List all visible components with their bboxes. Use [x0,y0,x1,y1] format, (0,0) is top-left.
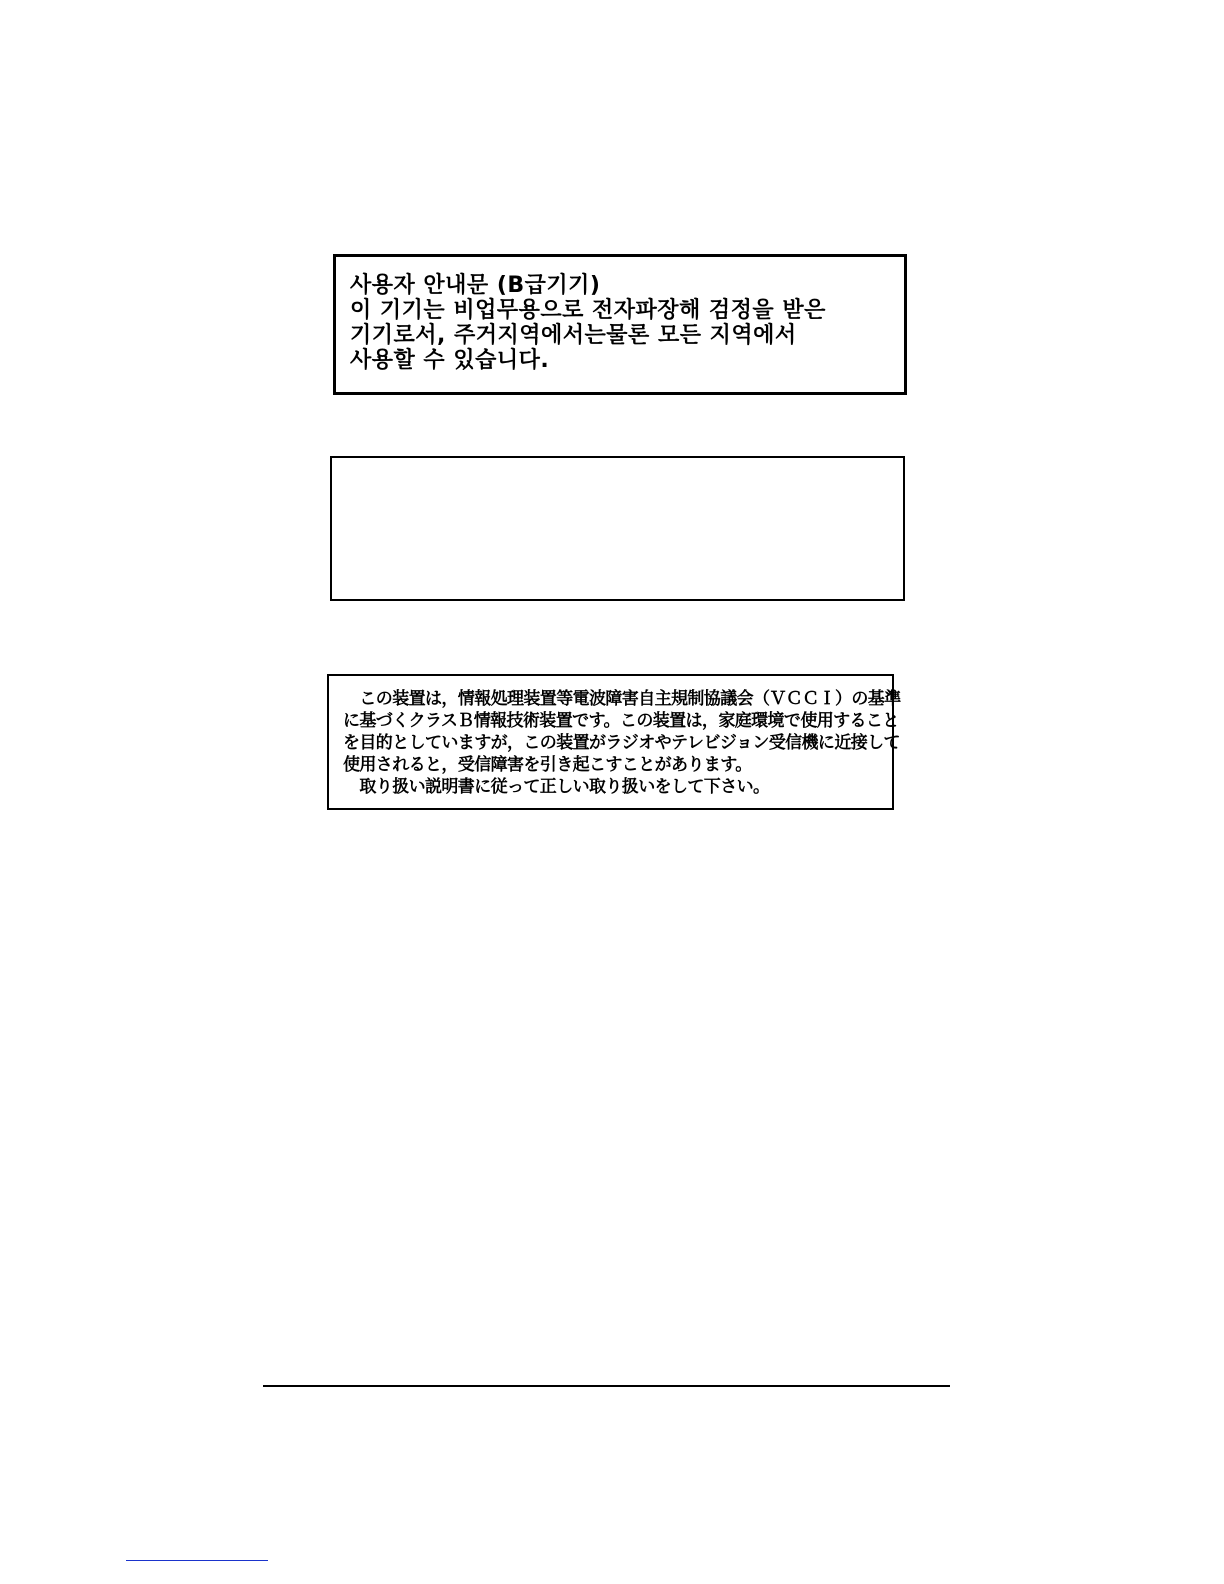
japanese-notice-line: に基づくクラスＢ情報技術装置です。この装置は，家庭環境で使用すること [343,711,899,731]
japanese-notice-line: 使用されると，受信障害を引き起こすことがあります。 [343,755,752,775]
japanese-notice-line: この装置は，情報処理装置等電波障害自主規制協議会（ＶＣＣＩ）の基準 [343,689,901,709]
bottom-link[interactable] [126,1552,268,1561]
japanese-vcci-notice [327,674,901,810]
korean-notice-line: 사용할 수 있습니다. [350,348,550,373]
japanese-notice-line: 取り扱い説明書に従って正しい取り扱いをして下さい。 [343,777,770,797]
empty-notice-box [330,456,905,601]
japanese-notice-line: を目的としていますが，この装置がラジオやテレビジョン受信機に近接して [343,733,900,753]
korean-notice-line: 이 기기는 비업무용으로 전자파장해 검정을 받은 [350,298,826,323]
korean-notice-title: 사용자 안내문 (B급기기) [350,273,601,298]
korean-class-b-notice [333,254,907,395]
footer-divider [263,1385,950,1387]
korean-notice-line: 기기로서, 주거지역에서는물론 모든 지역에서 [350,323,797,348]
